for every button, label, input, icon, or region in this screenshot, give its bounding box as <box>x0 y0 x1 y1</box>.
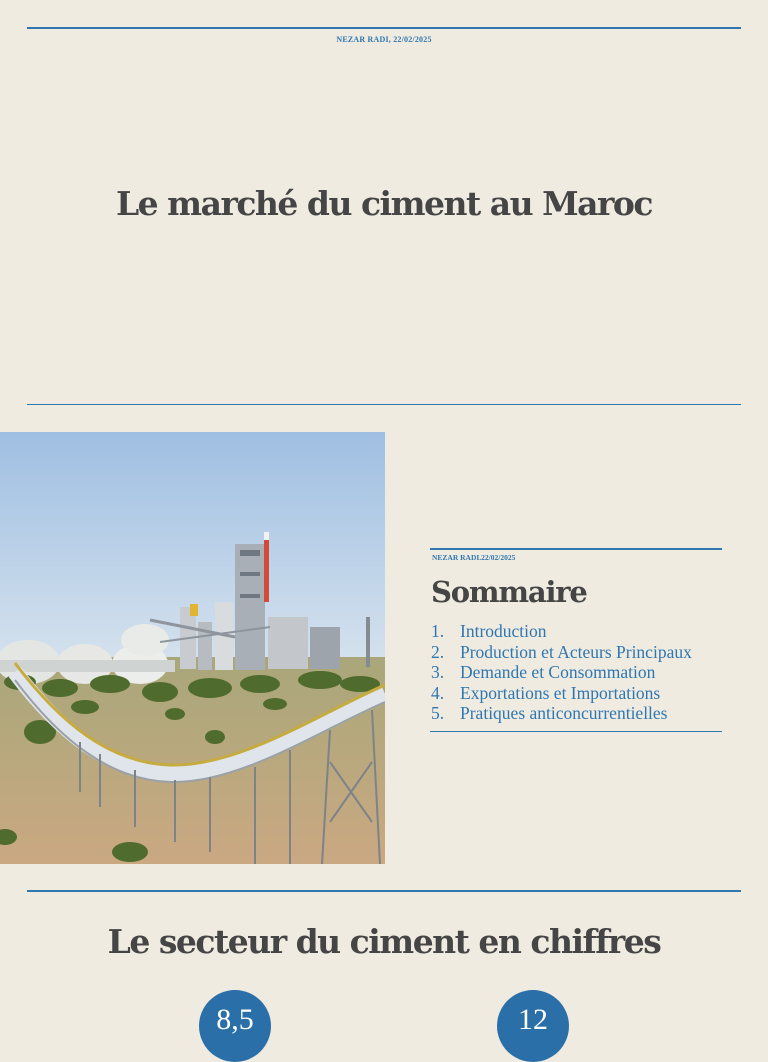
sommaire-item-label: Introduction <box>460 621 547 641</box>
sommaire-item-number: 3. <box>431 662 445 683</box>
sommaire-item-number: 2. <box>431 641 445 662</box>
sommaire-item-number: 4. <box>431 682 445 703</box>
sommaire-item-label: Exportations et Importations <box>460 682 661 703</box>
sommaire-list <box>431 621 692 724</box>
sommaire-item-label: Pratiques anticoncurrentielles <box>460 703 668 724</box>
section-divider-2 <box>27 890 741 892</box>
sommaire-item-production[interactable] <box>431 642 692 663</box>
sommaire-item-pratiques[interactable] <box>431 703 692 724</box>
cement-plant-photo <box>0 432 385 864</box>
stat-badge-2: 12 <box>497 990 569 1062</box>
sommaire-byline: NEZAR RADI.22/02/2025 <box>432 553 516 562</box>
page-title: Le marché du ciment au Maroc <box>115 184 653 223</box>
sommaire-item-exportations[interactable] <box>431 683 692 704</box>
sommaire-item-introduction[interactable] <box>431 621 692 642</box>
sommaire-item-number: 5. <box>431 703 445 724</box>
section-divider-1 <box>27 404 741 405</box>
sommaire-heading: Sommaire <box>431 575 587 609</box>
sommaire-item-label: Demande et Consommation <box>460 662 656 683</box>
top-rule <box>27 27 741 29</box>
sommaire-item-number: 1. <box>431 621 445 641</box>
sommaire-item-label: Production et Acteurs Principaux <box>460 641 692 662</box>
header-byline: NEZAR RADI, 22/02/2025 <box>336 35 432 44</box>
stat-badge-1: 8,5 <box>199 990 271 1062</box>
sommaire-bottom-rule <box>430 731 722 732</box>
section-title: Le secteur du ciment en chiffres <box>107 922 661 961</box>
sommaire-top-rule <box>430 548 722 550</box>
sommaire-item-demande[interactable] <box>431 662 692 683</box>
